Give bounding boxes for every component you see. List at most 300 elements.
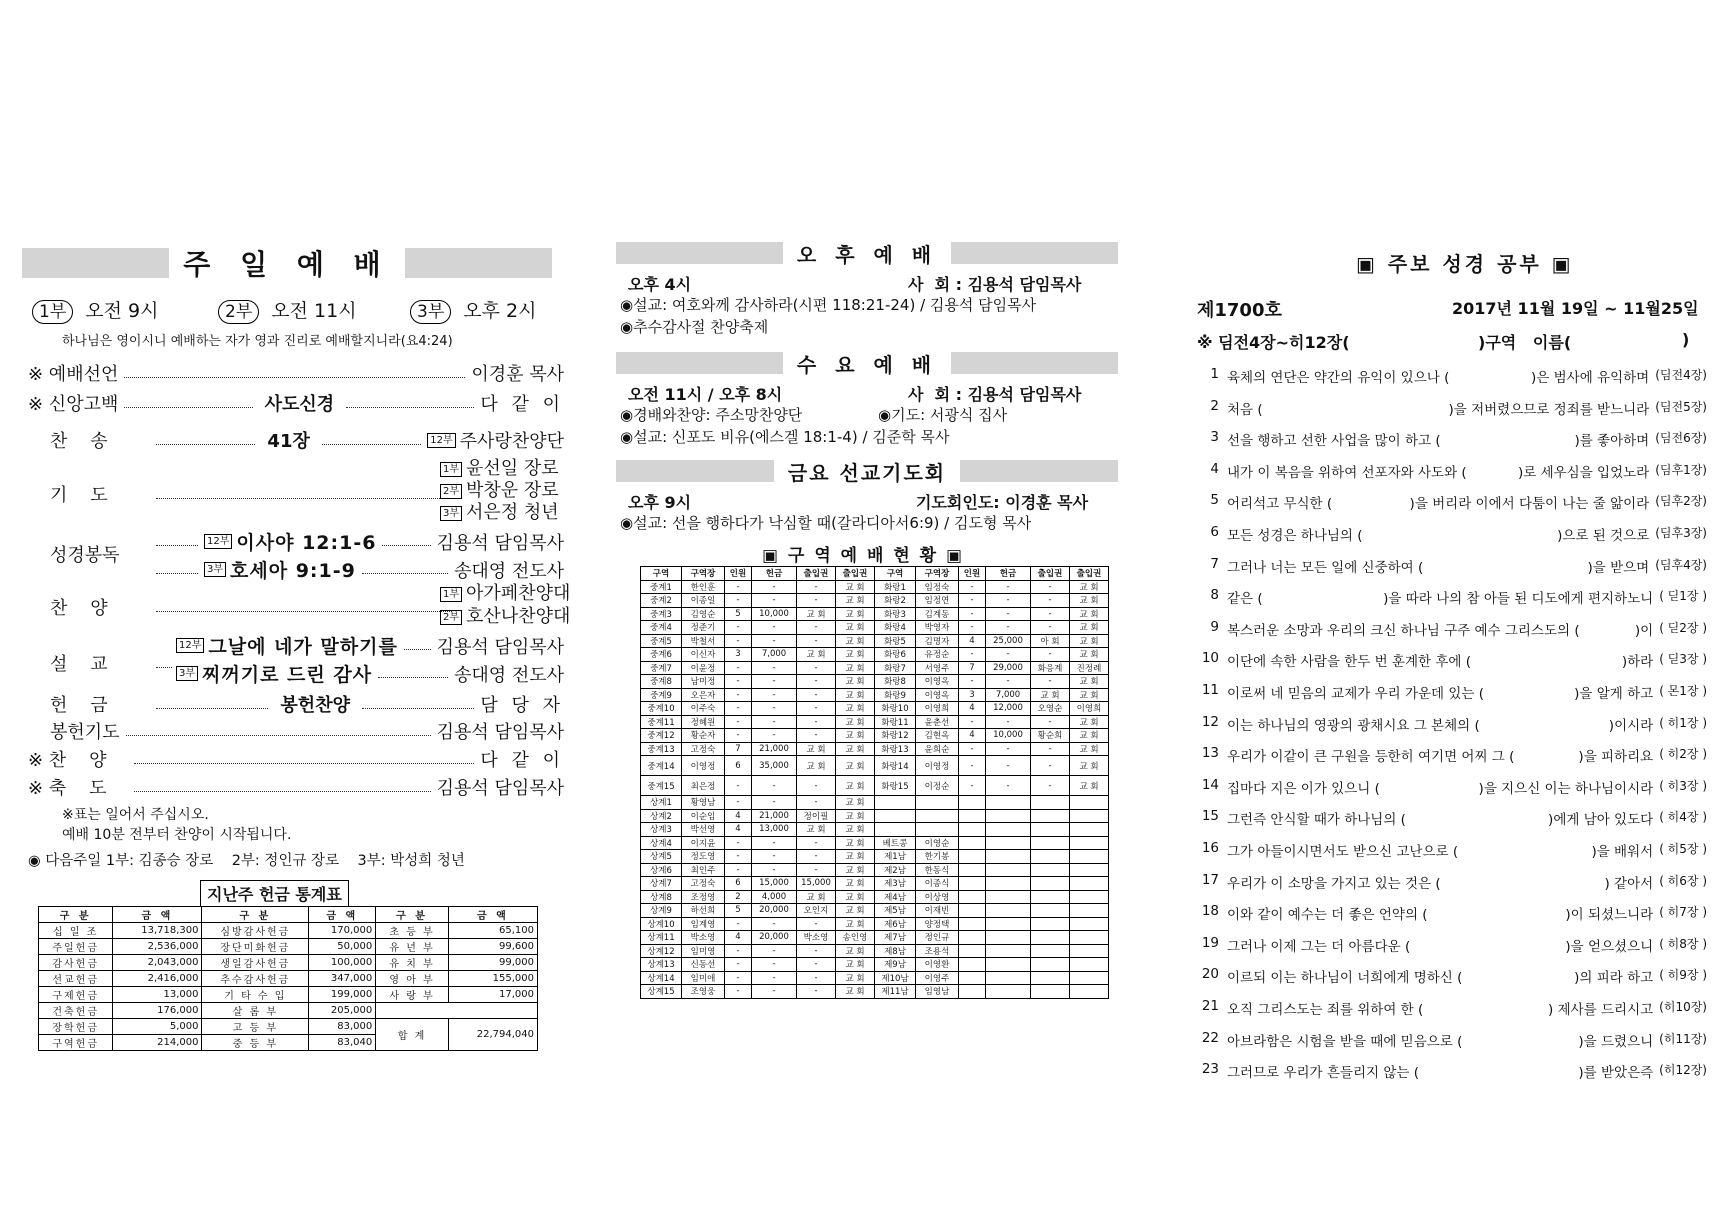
table-cell: 고정숙 [682,877,725,891]
table-cell: 상계9 [641,904,682,918]
question-text: 이와 같이 예수는 더 좋은 언약의 ( [1227,907,1428,924]
table-row [641,634,1109,648]
table-cell: 2,043,000 [113,955,202,971]
column-header: 구 분 [202,907,309,923]
table-row [39,987,538,1003]
table-cell: - [1031,621,1070,635]
question-number: 22 [1201,1029,1219,1046]
table-cell: 중계9 [641,688,682,702]
table-cell: 송인영 [836,931,875,945]
quiz-item [1197,745,1707,765]
question-text: 우리가 이같이 큰 구원을 등한히 여기면 어찌 그 ( [1227,749,1515,766]
table-cell: - [797,985,836,999]
column-header: 구 분 [39,907,113,923]
service-times [218,296,357,324]
table-cell: 교 회 [836,634,875,648]
part-badge: 1부 [440,462,462,477]
question-reference: ( 히5장 ) [1659,842,1707,856]
answer-blank[interactable] [1428,903,1566,923]
question-text-end: )이 되셨느니라 [1565,907,1654,924]
question-text-end: )이시라 [1608,717,1654,734]
table-cell: 화랑9 [875,688,916,702]
table-cell [1031,823,1070,837]
table-cell [986,890,1031,904]
table-cell: 화랑7 [875,661,916,675]
table-cell: 7 [725,742,752,756]
dotted-leader [378,677,448,678]
question-number: 10 [1201,650,1219,667]
table-cell [916,823,959,837]
table-cell: 교 회 [797,756,836,776]
table-cell: 화랑1 [875,580,916,594]
table-cell: 83,040 [309,1035,376,1051]
table-cell: 기 타 수 입 [202,987,309,1003]
table-cell: 주일헌금 [39,939,113,955]
sermon-item [176,632,564,659]
answer-blank[interactable] [1363,524,1558,544]
table-cell [959,958,986,972]
offering-stats-table [38,906,538,1051]
answer-blank[interactable] [1263,398,1449,418]
table-cell: 박선영 [682,823,725,837]
table-cell: - [797,661,836,675]
table-cell: 21,000 [752,742,797,756]
table-cell: 29,000 [986,661,1031,675]
quiz-item [1197,366,1707,386]
part-badge: 2부 [440,484,462,499]
answer-blank[interactable] [1410,935,1565,955]
table-cell: - [725,729,752,743]
table-cell: 155,000 [448,971,537,987]
table-cell [1070,877,1109,891]
table-cell: 교 회 [836,836,875,850]
question-reference: (딤후4장) [1655,557,1707,572]
question-text: 처음 ( [1227,401,1263,418]
table-row [641,607,1109,621]
table-cell: 교 회 [836,917,875,931]
column-header: 인원 [959,567,986,581]
table-cell: 최은정 [682,776,725,796]
quiz-item [1197,650,1707,670]
table-cell: - [1031,648,1070,662]
table-cell: 중계7 [641,661,682,675]
table-cell: - [725,621,752,635]
table-cell: 10,000 [986,729,1031,743]
question-reference: ( 히4장 ) [1659,810,1707,825]
table-cell: 교 회 [1070,648,1109,662]
table-cell: 5,000 [113,1019,202,1035]
order-offering-prayer [50,718,564,744]
service-time: 오후 9시 [628,493,692,512]
table-cell: 중계14 [641,756,682,776]
choir-name: 호산나찬양대 [466,606,571,627]
table-cell: 6 [725,877,752,891]
table-cell: 상계3 [641,823,682,837]
dotted-leader [156,667,172,668]
next-week-prayer: ◉ 다음주일 1부: 김종승 장로 2부: 정인규 장로 3부: 박성희 청년 [28,853,465,869]
table-row [39,1019,538,1035]
prayer-person: 박창운 장로 [466,480,559,501]
table-cell: 제1남 [875,850,916,864]
table-cell: 교 회 [1070,729,1109,743]
anthem-list [440,582,570,628]
question-reference: (딤전4장) [1655,368,1707,382]
question-number: 23 [1201,1061,1219,1078]
table-row [39,1003,538,1019]
cell-report-title: ▣ 구 역 예 배 현 황 ▣ [762,546,965,566]
question-text-end: )을 지으신 이는 하나님이시라 [1478,780,1654,797]
order-person: 송대영 전도사 [453,560,564,582]
table-cell: - [959,607,986,621]
dotted-leader [362,708,474,709]
table-cell [1070,823,1109,837]
table-cell [959,850,986,864]
table-cell: 이순임 [682,809,725,823]
table-cell: 정인규 [916,931,959,945]
answer-blank[interactable] [1380,777,1479,797]
question-number: 6 [1210,524,1219,540]
table-cell: - [797,850,836,864]
table-cell [1070,917,1109,931]
table-row [641,890,1109,904]
answer-blank[interactable] [1467,461,1518,481]
table-cell: 교 회 [836,607,875,621]
answer-blank[interactable] [1471,650,1622,670]
question-text-end: )을 받으며 [1587,559,1650,576]
question-number: 14 [1201,776,1219,793]
table-cell: 십 일 조 [39,923,113,939]
answer-blank[interactable] [1423,556,1587,576]
table-cell: 교 회 [797,742,836,756]
question-text: 우리가 이 소망을 가지고 있는 것은 ( [1227,875,1441,892]
table-row [641,675,1109,689]
order-person: 김용석 담임목사 [436,532,564,554]
table-cell: 교 회 [836,594,875,608]
table-cell [1070,890,1109,904]
answer-blank[interactable] [1458,840,1591,860]
service-times [32,296,159,324]
table-cell: 교 회 [1070,742,1109,756]
dotted-leader [156,611,452,612]
table-row [641,931,1109,945]
table-cell: 화랑10 [875,702,916,716]
question-text-end: )은 범사에 유익하며 [1531,370,1650,386]
table-cell: 99,000 [448,955,537,971]
quiz-item [1197,714,1707,734]
question-text: 그런즉 안식할 때가 하나님의 ( [1227,812,1406,829]
table-row [641,621,1109,635]
table-cell [959,836,986,850]
stats-title: 지난주 헌금 통계표 [200,880,349,907]
table-cell: 이영정 [682,756,725,776]
table-cell [959,904,986,918]
table-cell: - [752,944,797,958]
table-cell: - [725,715,752,729]
table-row [641,917,1109,931]
choir-name: 아가페찬양대 [466,583,571,604]
table-cell: 6 [725,756,752,776]
table-cell [959,944,986,958]
part-badge: 3부 [176,666,198,681]
quiz-item [1197,1061,1707,1081]
table-cell [959,877,986,891]
service-host: 기도회인도: 이경훈 목사 [916,493,1089,512]
table-cell: - [797,702,836,716]
table-cell: 한인훈 [682,580,725,594]
table-cell [959,931,986,945]
order-label: ※ 축 도 [28,778,107,799]
cell-name-field[interactable]: )구역 이름( [1478,333,1572,352]
table-cell: 제5남 [875,904,916,918]
table-cell [986,823,1031,837]
table-cell: - [986,648,1031,662]
question-text: 같은 ( [1227,591,1263,608]
table-row [641,756,1109,776]
table-cell: 화랑12 [875,729,916,743]
dotted-leader [322,444,421,445]
table-row [641,796,1109,810]
answer-blank[interactable] [1419,1061,1578,1081]
table-cell: 살 롬 부 [202,1003,309,1019]
table-cell [986,809,1031,823]
table-cell: - [752,985,797,999]
table-header-row [39,907,538,923]
question-text-end: )을 따라 나의 참 아들 된 디도에게 편지하노니 [1383,591,1654,608]
table-row [39,923,538,939]
table-cell: - [752,917,797,931]
order-sermon [28,650,178,676]
column-header: 헌금 [752,567,797,581]
table-cell: 35,000 [752,756,797,776]
table-cell: 이주숙 [682,702,725,716]
question-text: 이르되 이는 하나님이 너희에게 명하신 ( [1227,970,1463,987]
table-cell: - [725,675,752,689]
table-cell: 교 회 [836,863,875,877]
table-cell [1031,958,1070,972]
scripture-ref: 호세아 9:1-9 [230,560,356,582]
question-number: 9 [1210,618,1219,635]
table-cell: 중계15 [641,776,682,796]
table-cell [916,796,959,810]
table-cell: - [752,796,797,810]
table-row [641,809,1109,823]
question-reference: (히12장) [1659,1063,1707,1078]
table-cell: 교 회 [1070,715,1109,729]
order-person: 김용석 담임목사 [436,636,564,658]
scripture-ref: 이사야 12:1-6 [236,532,377,554]
order-anthem [28,594,458,620]
close-paren: ) [1682,330,1690,349]
table-cell: 교 회 [797,648,836,662]
answer-blank[interactable] [1441,872,1605,892]
table-cell: - [725,836,752,850]
table-cell: - [959,594,986,608]
part-badge: 3부 [440,506,462,521]
question-text: 모든 성경은 하나님의 ( [1227,528,1363,544]
table-row [641,971,1109,985]
order-invocation [28,360,564,386]
table-cell: - [1031,580,1070,594]
table-cell: 교 회 [836,756,875,776]
table-cell [986,836,1031,850]
table-cell [959,823,986,837]
table-cell: 중계1 [641,580,682,594]
table-cell: 교 회 [836,621,875,635]
table-row [641,836,1109,850]
order-person: 다 같 이 [480,394,564,415]
table-cell: 박소영 [797,931,836,945]
dotted-leader [346,407,474,408]
table-header-row [641,567,1109,581]
question-reference: (딤후1장) [1655,462,1707,477]
page-title: 주 일 예 배 [169,243,404,283]
question-reference: (히10장) [1659,1000,1707,1014]
table-cell: 임정숙 [916,580,959,594]
table-cell: - [752,675,797,689]
question-text: 그러나 너는 모든 일에 신중하여 ( [1227,559,1424,576]
table-cell: 교 회 [1070,594,1109,608]
table-cell [986,931,1031,945]
table-cell: 7,000 [986,688,1031,702]
table-cell: 교 회 [836,944,875,958]
table-cell: - [959,756,986,776]
study-title: ▣ 주보 성경 공부 ▣ [1356,252,1574,276]
question-text: 집마다 지은 이가 있으니 ( [1227,780,1380,797]
table-cell: - [797,715,836,729]
table-row [641,661,1109,675]
issue-number: 제1700호 [1197,300,1282,321]
table-cell: 중계12 [641,729,682,743]
order-person: 이경훈 목사 [471,364,564,385]
order-label: ※ 예배선언 [28,364,119,385]
question-text: 이로써 네 믿음의 교제가 우리 가운데 있는 ( [1227,686,1485,702]
answer-blank[interactable] [1423,998,1548,1018]
table-cell: 교 회 [836,809,875,823]
answer-blank[interactable] [1449,366,1531,386]
table-cell [986,917,1031,931]
table-row [641,863,1109,877]
dotted-leader [124,407,252,408]
answer-blank[interactable] [1514,745,1578,765]
order-person: 다 같 이 [480,750,564,771]
table-cell [1070,836,1109,850]
question-text-end: )이 [1634,622,1654,639]
answer-blank[interactable] [1580,619,1635,639]
table-cell [1070,850,1109,864]
answer-blank[interactable] [1480,714,1609,734]
table-cell [1070,944,1109,958]
table-cell: 교 회 [836,688,875,702]
table-cell [1070,985,1109,999]
answer-blank[interactable] [1462,966,1574,986]
table-cell: 13,718,300 [113,923,202,939]
table-cell: - [959,675,986,689]
question-text: 그러나 이제 그는 더 아름다운 ( [1227,938,1411,955]
table-cell: 83,000 [309,1019,376,1035]
table-cell: 중계11 [641,715,682,729]
question-text-end: )을 배워서 [1591,844,1654,860]
table-cell: - [752,702,797,716]
question-number: 2 [1210,397,1219,414]
question-reference: ( 몬1장 ) [1659,684,1707,698]
table-cell: 장학헌금 [39,1019,113,1035]
table-cell: 화랑2 [875,594,916,608]
quiz-item [1197,808,1707,828]
table-cell: 조정영 [682,890,725,904]
table-cell: 유 년 부 [376,939,449,955]
table-cell: - [797,634,836,648]
table-cell: - [1031,776,1070,796]
answer-blank[interactable] [1441,429,1575,449]
table-cell: 황순희 [1031,729,1070,743]
question-text: 이는 하나님의 영광의 광채시요 그 본체의 ( [1227,717,1480,734]
table-cell [875,809,916,823]
table-cell: 2,416,000 [113,971,202,987]
table-cell: 교 회 [836,971,875,985]
table-cell [986,985,1031,999]
order-prayer [28,481,458,507]
answer-blank[interactable] [1332,492,1409,512]
table-cell: 이영환 [916,958,959,972]
table-cell: 유정순 [916,648,959,662]
quiz-item [1197,777,1707,797]
table-cell: - [1031,715,1070,729]
table-cell: 중계6 [641,648,682,662]
table-cell: - [797,621,836,635]
table-cell: 교 회 [1070,621,1109,635]
table-cell: 4,000 [752,890,797,904]
table-cell: 심방감사헌금 [202,923,309,939]
quiz-item [1197,903,1707,923]
table-cell: - [752,776,797,796]
dotted-leader [156,498,452,499]
table-cell: 제4남 [875,890,916,904]
table-row [641,985,1109,999]
order-benediction [28,774,564,800]
table-cell: - [797,776,836,796]
table-cell: - [797,836,836,850]
answer-blank[interactable] [1406,808,1548,828]
question-text-end: )을 피하리요 [1578,749,1654,766]
question-text: 어리석고 무식한 ( [1227,496,1333,513]
table-cell: 구제헌금 [39,987,113,1003]
order-label: ※ 찬 양 [28,750,107,771]
service-badge: 2부 [218,300,259,324]
table-cell: 한동식 [916,863,959,877]
dotted-leader [134,763,474,764]
table-cell: 17,000 [448,987,537,1003]
table-cell: 윤희순 [916,742,959,756]
table-cell [986,796,1031,810]
question-reference: ( 히6장 ) [1659,873,1707,888]
answer-blank[interactable] [1462,1030,1578,1050]
table-cell: 13,000 [752,823,797,837]
table-cell: - [797,688,836,702]
table-cell: 교 회 [836,675,875,689]
answer-blank[interactable] [1263,587,1384,607]
table-cell: 베트콩 [875,836,916,850]
service-time: 오후 2시 [463,300,537,322]
table-cell: 상계15 [641,985,682,999]
question-number: 3 [1210,429,1219,446]
answer-blank[interactable] [1484,682,1574,702]
table-cell: 임정연 [916,594,959,608]
question-number: 8 [1210,587,1219,604]
table-cell: 중계4 [641,621,682,635]
table-cell [1031,809,1070,823]
service-badge: 1부 [32,300,73,324]
quiz-item [1197,682,1707,702]
